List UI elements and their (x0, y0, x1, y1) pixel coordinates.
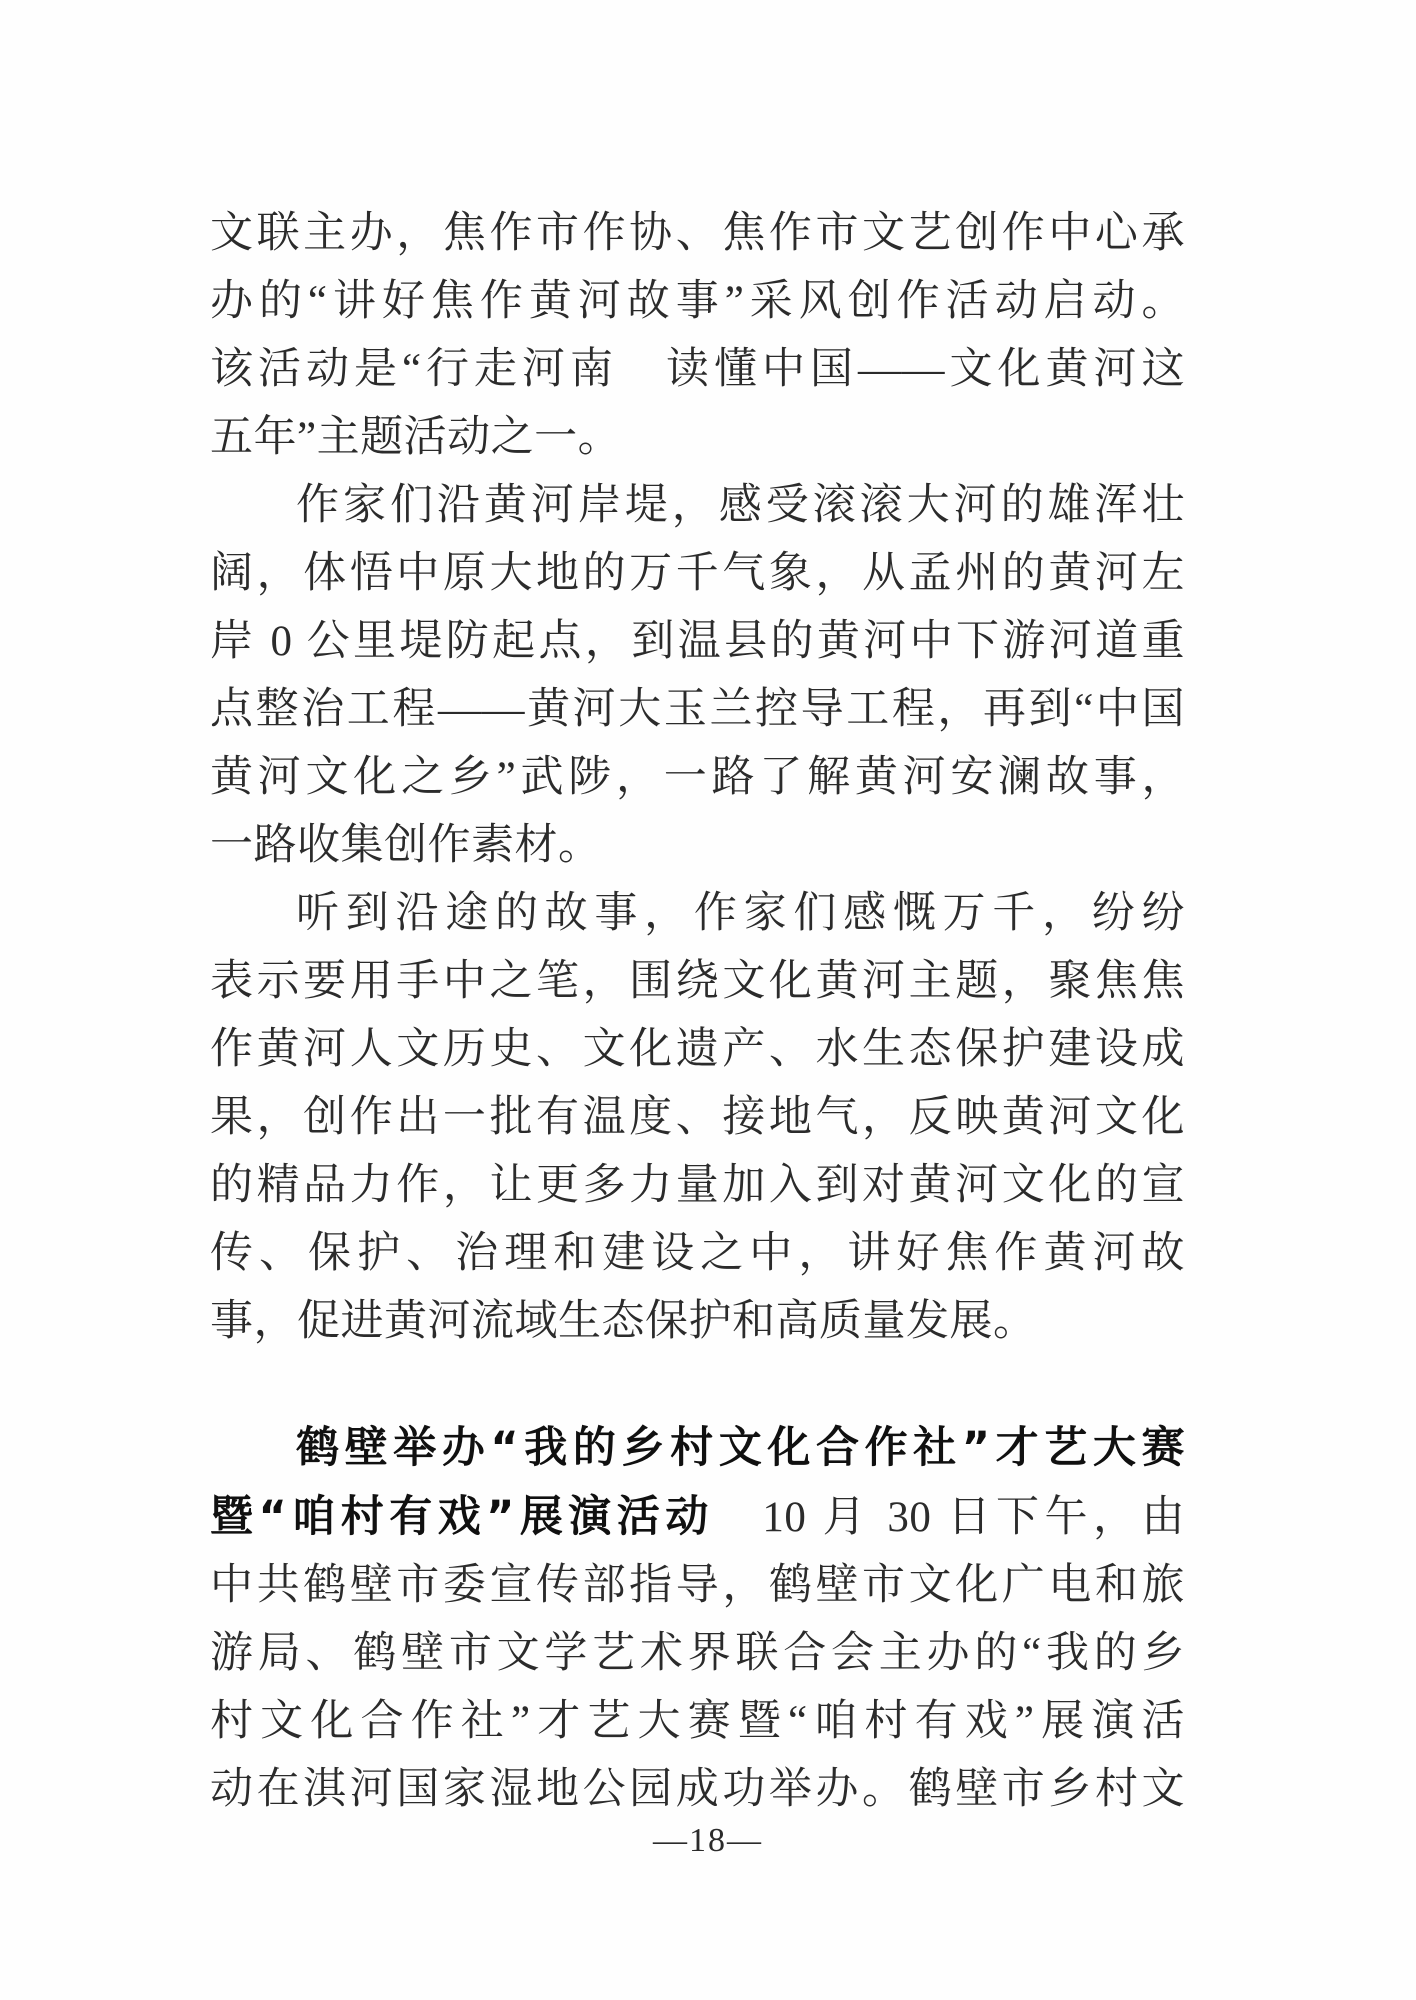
body-text-run: 动在淇河国家湿地公园成功举办。鹤壁市乡村文 (210, 1766, 1185, 1813)
text-block (210, 200, 1185, 1824)
page-number: —18— (653, 1822, 763, 1859)
text-line (210, 1016, 1185, 1084)
body-text-run: 岸 0 公里堤防起点，到温县的黄河中下游河道重 (210, 618, 1185, 665)
body-text-run: 点整治工程——黄河大玉兰控导工程，再到“中国 (210, 686, 1185, 733)
text-line (210, 812, 1185, 880)
text-line (210, 608, 1185, 676)
text-line (210, 1220, 1185, 1288)
page-footer (0, 1822, 1416, 1860)
paragraph (210, 472, 1185, 880)
paragraph (210, 200, 1185, 472)
body-text-run: 村文化合作社”才艺大赛暨“咱村有戏”展演活 (210, 1698, 1185, 1745)
text-line (210, 472, 1185, 540)
body-text-run: 事，促进黄河流域生态保护和高质量发展。 (210, 1298, 1037, 1345)
text-line (210, 1483, 1185, 1552)
text-line (210, 268, 1185, 336)
body-text-run: 办的“讲好焦作黄河故事”采风创作活动启动。 (210, 278, 1185, 325)
text-line (210, 676, 1185, 744)
body-text-run: 听到沿途的故事，作家们感慨万千，纷纷 (296, 890, 1185, 937)
body-text-run: 作家们沿黄河岸堤，感受滚滚大河的雄浑壮 (296, 482, 1185, 529)
text-line (210, 404, 1185, 472)
text-line (210, 336, 1185, 404)
body-text-run: 10 月 30 日下午，由 (713, 1494, 1185, 1541)
heading-text-run: 鹤壁举办“我的乡村文化合作社”才艺大赛 (296, 1423, 1185, 1473)
text-line (210, 1152, 1185, 1220)
body-text-run: 一路收集创作素材。 (210, 822, 602, 869)
text-line (210, 1288, 1185, 1356)
text-line (210, 744, 1185, 812)
paragraph (210, 880, 1185, 1356)
body-text-run: 的精品力作，让更多力量加入到对黄河文化的宣 (210, 1162, 1185, 1209)
text-line (210, 1084, 1185, 1152)
body-text-run: 传、保护、治理和建设之中，讲好焦作黄河故 (210, 1230, 1185, 1277)
body-text-run: 表示要用手中之笔，围绕文化黄河主题，聚焦焦 (210, 958, 1185, 1005)
body-text-run: 文联主办，焦作市作协、焦作市文艺创作中心承 (210, 210, 1185, 257)
body-text-run: 五年”主题活动之一。 (210, 414, 622, 461)
body-text-run: 游局、鹤壁市文学艺术界联合会主办的“我的乡 (210, 1630, 1185, 1677)
text-line (210, 1552, 1185, 1620)
text-line (210, 1756, 1185, 1824)
body-text-run: 阔，体悟中原大地的万千气象，从孟州的黄河左 (210, 550, 1185, 597)
text-line (210, 1688, 1185, 1756)
body-text-run: 果，创作出一批有温度、接地气，反映黄河文化 (210, 1094, 1185, 1141)
text-line (210, 200, 1185, 268)
body-text-run: 中共鹤壁市委宣传部指导，鹤壁市文化广电和旅 (210, 1562, 1185, 1609)
paragraph (210, 1414, 1185, 1824)
text-line (210, 540, 1185, 608)
body-text-run: 黄河文化之乡”武陟，一路了解黄河安澜故事， (210, 754, 1185, 801)
text-line (210, 1414, 1185, 1483)
body-text-run: 该活动是“行走河南 读懂中国——文化黄河这 (210, 346, 1185, 393)
heading-text-run: 暨“咱村有戏”展演活动 (210, 1492, 714, 1542)
text-line (210, 880, 1185, 948)
body-text-run: 作黄河人文历史、文化遗产、水生态保护建设成 (210, 1026, 1185, 1073)
text-line (210, 1620, 1185, 1688)
text-line (210, 948, 1185, 1016)
